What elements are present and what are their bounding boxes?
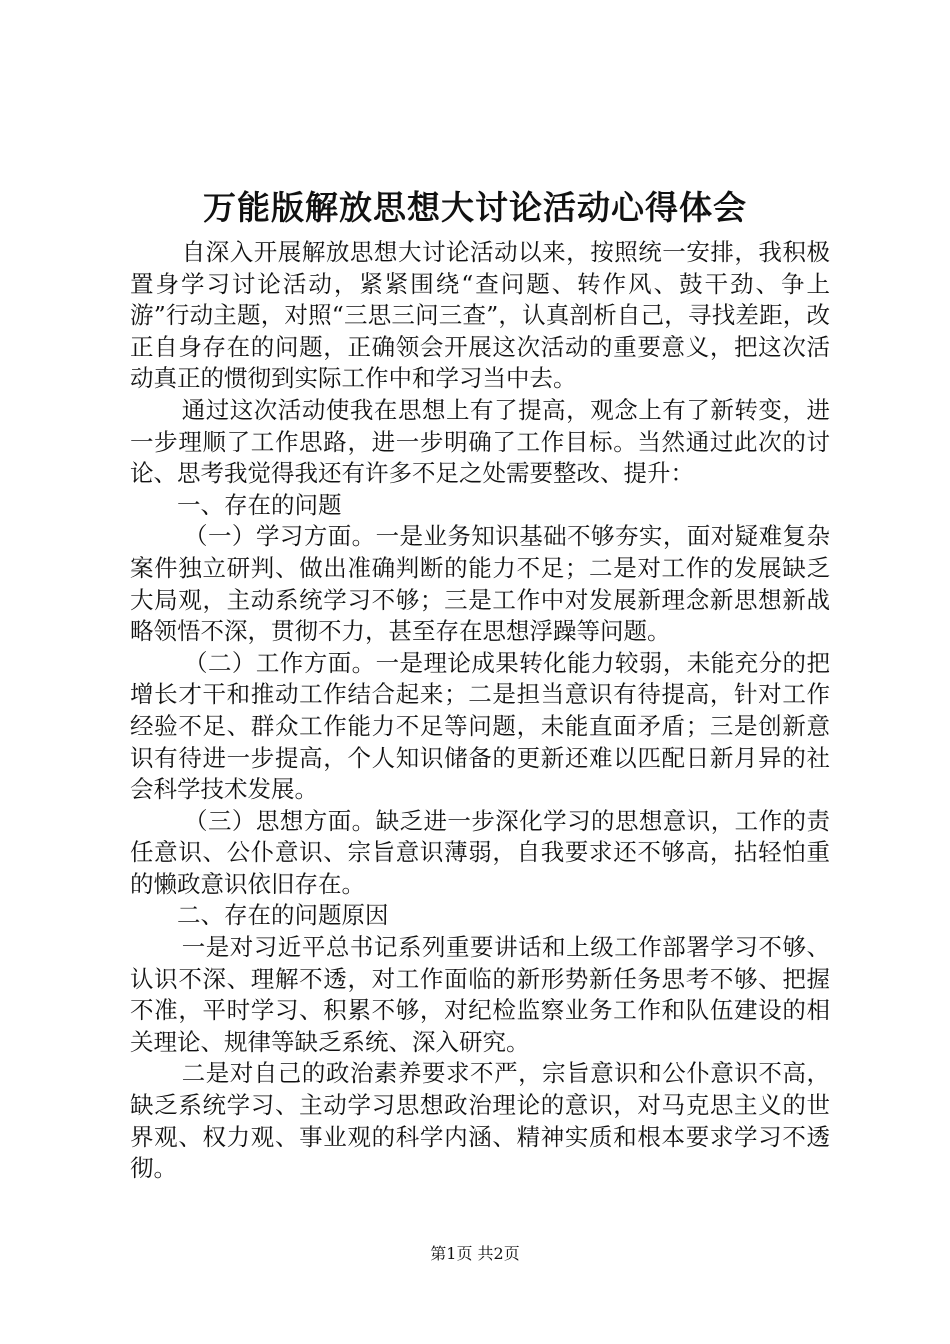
section-heading-problems: 一、存在的问题 [177, 490, 342, 519]
document-title: 万能版解放思想大讨论活动心得体会 [203, 188, 747, 227]
section-heading-causes: 二、存在的问题原因 [177, 901, 389, 930]
paragraph-cause-two: 二是对自己的政治素养要求不严，宗旨意识和公仆意识不高，缺乏系统学习、主动学习思想政治理论的意识，对马克思主义的世界观、权力观、事业观的科学内涵、精神实质和根本要求学习不透彻。 [130, 1059, 830, 1183]
paragraph-thought: （三）思想方面。缺乏进一步深化学习的思想意识，工作的责任意识、公仆意识、宗旨意识薄弱，自我要求还不够高，拈轻怕重的懒政意识依旧存在。 [130, 806, 830, 898]
paragraph-intro: 自深入开展解放思想大讨论活动以来，按照统一安排，我积极置身学习讨论活动，紧紧围绕“查问题、转作风、鼓干劲、争上游”行动主题，对照“三思三问三查”，认真剖析自己，寻找差距，改正自身存在的问题，正确领会开展这次活动的重要意义，把这次活动真正的惯彻到实际工作中和学习当中去。 [130, 238, 830, 393]
paragraph-summary: 通过这次活动使我在思想上有了提高，观念上有了新转变，进一步理顺了工作思路，进一步明确了工作目标。当然通过此次的讨论、思考我觉得我还有许多不足之处需要整改、提升： [130, 395, 830, 488]
page-footer [0, 1243, 950, 1265]
document-body [130, 237, 830, 1185]
page-indicator: 第1页 共2页 [430, 1244, 520, 1263]
paragraph-study: （一）学习方面。一是业务知识基础不够夯实，面对疑难复杂案件独立研判、做出准确判断的能力不足；二是对工作的发展缺乏大局观，主动系统学习不够；三是工作中对发展新理念新思想新战略领悟不深，贯彻不力，甚至存在思想浮躁等问题。 [130, 522, 830, 646]
paragraph-work: （二）工作方面。一是理论成果转化能力较弱，未能充分的把增长才干和推动工作结合起来；二是担当意识有待提高，针对工作经验不足、群众工作能力不足等问题，未能直面矛盾；三是创新意识有待进一步提高，个人知识储备的更新还难以匹配日新月异的社会科学技术发展。 [130, 648, 830, 804]
paragraph-cause-one: 一是对习近平总书记系列重要讲话和上级工作部署学习不够、认识不深、理解不透，对工作面临的新形势新任务思考不够、把握不准，平时学习、积累不够，对纪检监察业务工作和队伍建设的相关理论、规律等缺乏系统、深入研究。 [130, 933, 830, 1056]
